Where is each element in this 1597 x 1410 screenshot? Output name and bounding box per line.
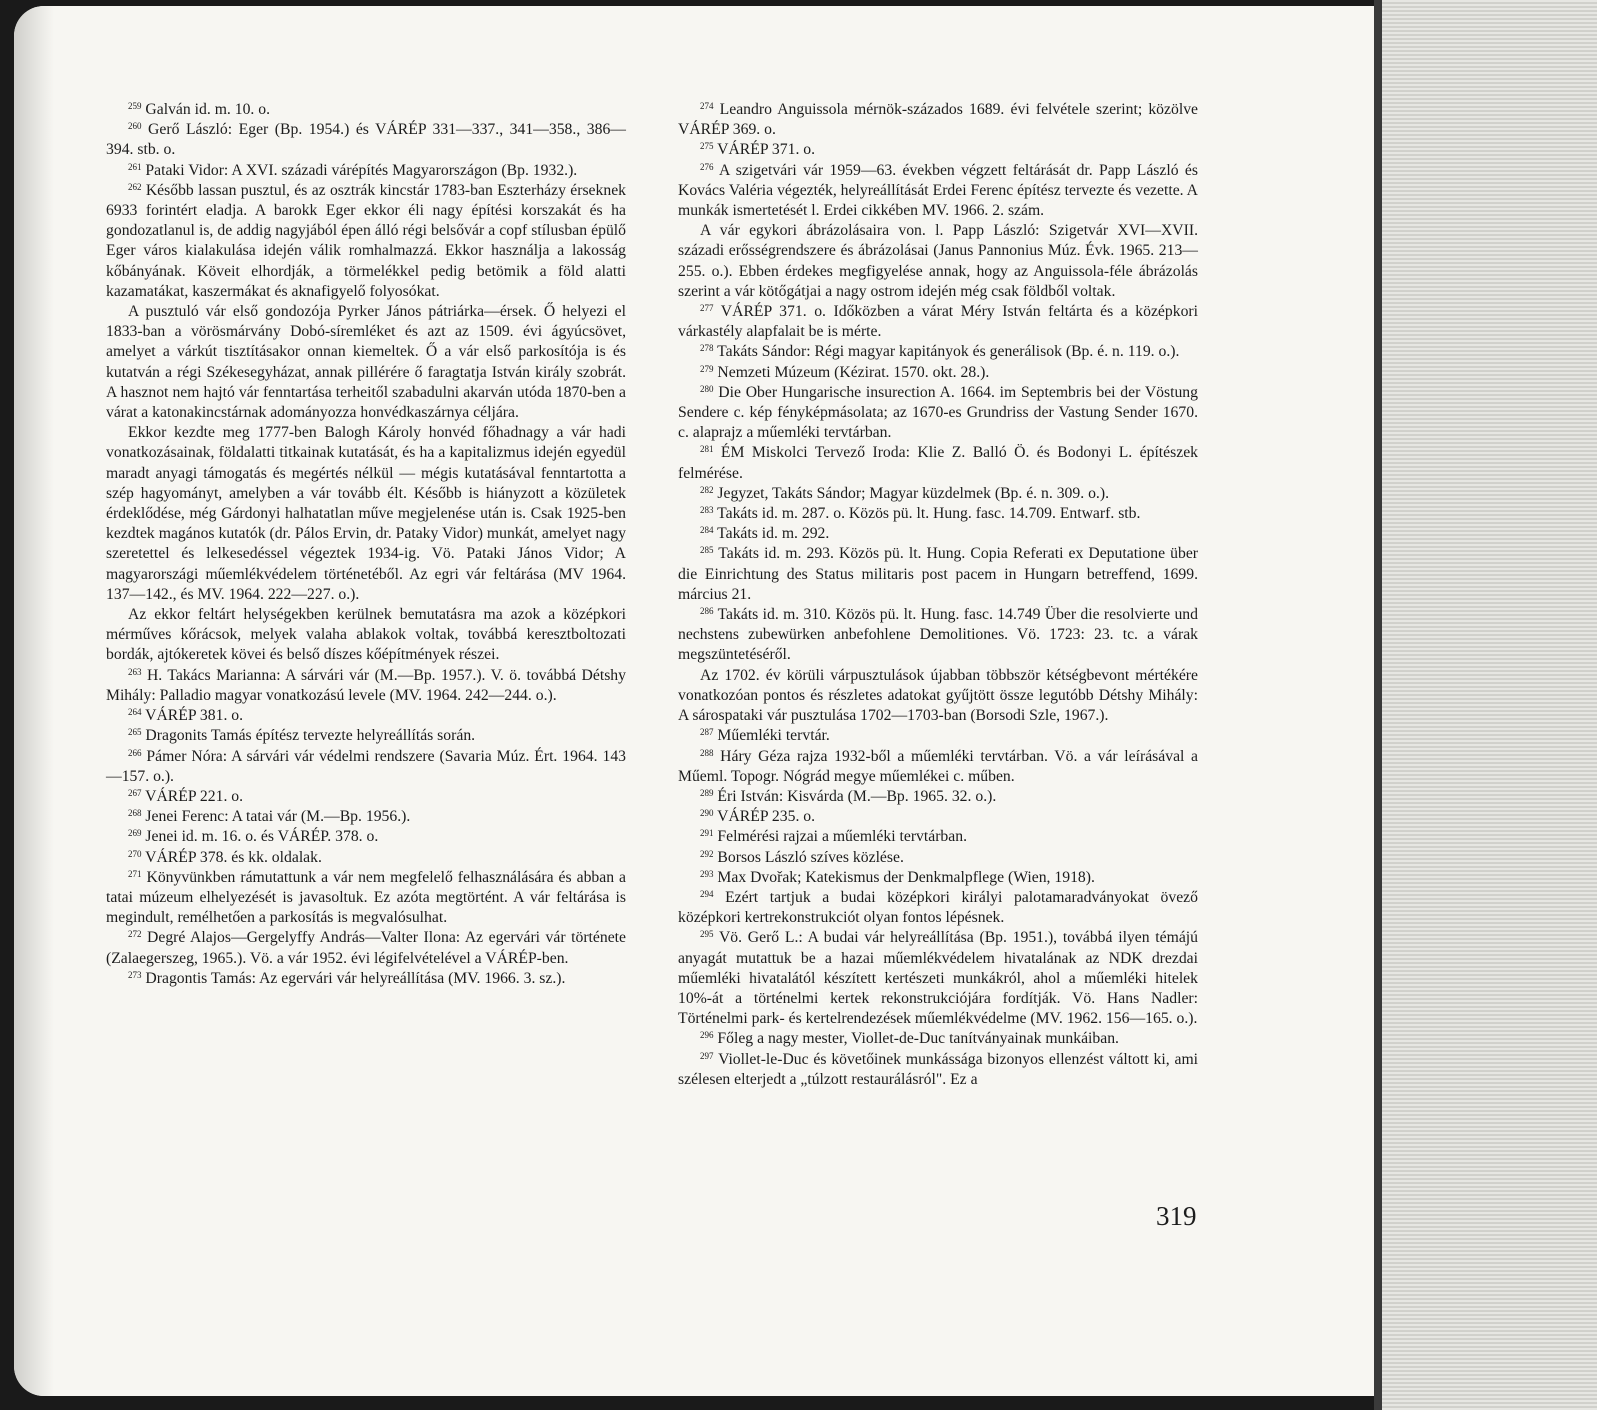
footnote [106,666,626,706]
footnote-number: 280 [700,383,714,394]
footnote [106,726,626,746]
footnote-number: 288 [700,747,714,758]
footnote [106,787,626,807]
footnote [106,100,626,120]
footnote [678,363,1198,383]
footnote-number: 286 [700,606,714,617]
footnote-number: 263 [128,666,142,677]
footnote-text: Pámer Nóra: A sárvári vár védelmi rendszere (Savaria Múz. Ért. 1964. 143—157. o.). [106,747,627,785]
footnote-text: Takáts id. m. 287. o. Közös pü. lt. Hung. fasc. 14.709. Entwarf. stb. [717,505,1141,523]
footnote-text: Die Ober Hungarische insurection A. 1664. im Septembris bei der Vöstung Sendere c. kép fényképmásolata; az 1670-es Grundriss der Vastung Sender 1670. c. alaprajz a műemléki tervtárban. [678,383,1198,442]
footnote-number: 262 [128,181,142,192]
footnote [678,1029,1198,1049]
footnote-number: 295 [700,929,714,940]
footnote [678,848,1198,868]
left-column [106,100,626,989]
footnote-number: 281 [700,444,714,455]
footnote-number: 291 [700,828,714,839]
footnote [106,928,626,968]
footnote-text: Galván id. m. 10. o. [145,101,271,118]
footnote [106,706,626,726]
footnote-text: VÁRÉP 378. és kk. oldalak. [145,848,322,866]
footnote [678,524,1198,544]
footnote-text: VÁRÉP 371. o. [717,141,816,159]
footnote-paragraph [106,302,626,423]
footnote-paragraph [106,605,626,666]
footnote [106,969,626,989]
footnote-number: 266 [128,747,142,758]
footnote-text: Jenei Ferenc: A tatai vár (M.—Bp. 1956.). [145,808,411,826]
footnote-text: Vö. Gerő L.: A budai vár helyreállítása (Bp. 1951.), továbbá ilyen témájú anyagát mutattuk be a hazai műemlékvédelem hivatalának az NDK drezdai műemléki hivatalától készített kertészeti munkákról, ahol a műemléki hitelek 10%-át a történelmi kertek rekonstrukciójára fordítják. Vö. Hans Nadler: Történelmi park- és kertelrendezések műemlékvédelme (MV. 1962. 156—165. o.). [678,929,1198,1028]
footnote [678,504,1198,524]
footnote-text: Takáts id. m. 310. Közös pü. lt. Hung. fasc. 14.749 Über die resolvierte und nechstens zubewürken anbefohlene Demolitiones. Vö. 1723: 23. tc. a várak megszüntetéséről. [678,606,1198,664]
footnote-number: 265 [128,727,142,738]
footnote-number: 271 [128,868,142,879]
footnote-number: 260 [128,121,142,132]
footnote [106,827,626,847]
footnote [678,1050,1198,1090]
footnote-number: 270 [128,848,142,859]
footnote-number: 287 [700,727,714,738]
footnote [106,868,626,929]
footnote-paragraph [678,666,1198,727]
footnote-paragraph [106,423,626,605]
footnote-text: Takáts id. m. 292. [717,525,830,543]
footnote-text: Dragontis Tamás: Az egervári vár helyreállítása (MV. 1966. 3. sz.). [145,969,566,987]
footnote-number: 293 [700,868,714,879]
right-column [678,100,1198,1090]
footnote [678,484,1198,504]
footnote [678,787,1198,807]
footnote-text: Főleg a nagy mester, Viollet-de-Duc tanítványainak munkáiban. [717,1030,1119,1048]
footnote-text: Viollet-le-Duc és követőinek munkássága bizonyos ellenzést váltott ki, ami szélesen elterjedt a „túlzott restaurálásról". Ez a [678,1050,1199,1088]
footnote-text: Gerő László: Eger (Bp. 1954.) és VÁRÉP 331—337., 341—358., 386—394. stb. o. [106,121,626,159]
footnote-number: 267 [128,787,142,798]
footnote [678,827,1198,847]
footnote-text: Takáts Sándor: Régi magyar kapitányok és generálisok (Bp. é. n. 119. o.). [717,343,1180,361]
page-number: 319 [1156,1201,1197,1231]
footnote-text: Műemléki tervtár. [717,727,830,745]
footnote [678,302,1198,342]
footnote [106,807,626,827]
footnote-text: Nemzeti Múzeum (Kézirat. 1570. okt. 28.). [717,363,990,381]
footnote-text: VÁRÉP 235. o. [717,808,816,826]
footnote [678,605,1198,666]
book-page [14,6,1374,1396]
footnote-text: A pusztuló vár első gondozója Pyrker János pátriárka—érsek. Ő helyezi el 1833-ban a vörösmárvány Dobó-síremléket és azt az 1509. évi ágyúcsövet, amelyet a várkút tisztításakor onnan kiemeltek. Ő a vár első parkosítója is és kutatván a régi Székesegyházat, annak pillérére ő faragtatja István király szobrát. A hasznot nem hajtó vár fenntartása terheitől szabadulni akarván utóda 1870-ben a várat a katonakincstárnak adományozza honvédkaszárnya céljára. [106,303,626,422]
footnote-number: 285 [700,545,714,556]
footnote-text: Később lassan pusztul, és az osztrák kincstár 1783-ban Eszterházy érseknek 6933 forintért eladja. A barokk Eger ekkor éli nagy építési korszakát és ha gondozatlanul is, de addig nagyjából épen álló régi belsővár a copf stílusban épülő Eger város kialakulása idején válik romhalmazzá. Ekkor használja a lakosság kőbányának. Köveit elhordják, a törmelékkel pedig betömik a föld alatti kazamatákat, kaszermákat és aknafigyelő folyosókat. [106,181,627,300]
footnote-text: Ekkor kezdte meg 1777-ben Balogh Károly honvéd főhadnagy a vár hadi vonatkozásainak, földalatti titkainak kutatását, és ha a kapitalizmus idején egyedül maradt anyagi támogatás és megértés nélkül — mégis kutatásával fenntartotta a szép hagyományt, amelyben a vár tovább élt. Később is hiányzott a közületek érdeklődése, még Gárdonyi halhatatlan műve megjelenése után is. Csak 1925-ben kezdtek magános kutatók (dr. Pálos Ervin, dr. Pataky Vidor) munkát, amelyet nagy szeretettel és lelkesedéssel végeztek 1934-ig. Vö. Pataki János Vidor; A magyarországi műemlékvédelem történetéből. Az egri vár feltárása (MV 1964. 137—142., és MV. 1964. 222—227. o.). [106,424,626,603]
footnote [678,747,1198,787]
footnote [106,848,626,868]
footnote-number: 296 [700,1030,714,1041]
footnote-text: ÉM Miskolci Tervező Iroda: Klie Z. Balló Ö. és Bodonyi L. építészek felmérése. [678,444,1199,482]
footnote-number: 275 [700,141,714,152]
footnote [678,100,1198,140]
footnote [678,888,1198,928]
footnote-number: 259 [128,101,142,111]
footnote-text: Ezért tartjuk a budai középkori királyi palotamaradványokat övező középkori kertrekonstrukciót olyan fontos lépésnek. [678,888,1198,927]
footnote-number: 278 [700,343,714,354]
footnote [678,928,1198,1029]
footnote-number: 269 [128,828,142,839]
footnote-number: 292 [700,848,714,859]
footnote-number: 289 [700,787,714,798]
footnote-text: Takáts id. m. 293. Közös pü. lt. Hung. Copia Referati ex Deputatione über die Einrichtung des Status militaris post pacem in Hungarn betreffend, 1699. március 21. [678,545,1199,603]
footnote-text: Max Dvořak; Katekismus der Denkmalpflege (Wien, 1918). [717,868,1095,886]
footnote-number: 264 [128,707,142,718]
footnote-number: 284 [700,525,714,536]
footnote-paragraph [678,221,1198,302]
footnote [678,726,1198,746]
page-edge [1374,0,1597,1410]
footnote-text: Borsos László szíves közlése. [717,848,904,866]
footnote-number: 290 [700,808,714,819]
footnote-text: A vár egykori ábrázolásaira von. l. Papp László: Szigetvár XVI—XVII. századi erősségrendszere és ábrázolásai (Janus Pannonius Múz. Évk. 1965. 213—255. o.). Ebben érdekes megfigyelése annak, hogy az Anguissola-féle ábrázolás szerint a vár kötőgátjai a nagy ostrom idején még csak földből voltak. [678,222,1198,300]
footnote-text: Dragonits Tamás építész tervezte helyreállítás során. [145,727,476,745]
footnote-text: Jegyzet, Takáts Sándor; Magyar küzdelmek (Bp. é. n. 309. o.). [717,484,1109,502]
footnote-text: Degré Alajos—Gergelyffy András—Valter Ilona: Az egervári vár története (Zalaegerszeg, 1965.). Vö. a vár 1952. évi légifelvételével a VÁRÉP-ben. [106,929,626,967]
footnote [106,161,626,181]
footnote [678,161,1198,222]
footnote [678,140,1198,160]
footnote-number: 273 [128,969,142,980]
footnote-text: Az 1702. év körüli várpusztulások újabban többször kétségbevont mértékére vonatkozóan pontos és részletes adatokat gyűjtött össze legutóbb Détshy Mihály: A sárospataki vár pusztulása 1702—1703-ban (Borsodi Szle, 1967.). [678,666,1198,725]
footnote [106,120,626,160]
footnote-text: VÁRÉP 221. o. [145,787,244,805]
footnote [678,342,1198,362]
footnote-number: 279 [700,363,714,374]
footnote-number: 274 [700,101,714,111]
footnote-number: 294 [700,888,714,899]
footnote [678,383,1198,444]
footnote-number: 261 [128,161,142,172]
footnote [106,181,626,302]
footnote-number: 282 [700,484,714,495]
footnote-text: Könyvünkben rámutattunk a vár nem megfelelő felhasználására és abban a tatai múzeum elhelyezését is javasoltuk. Ez azóta megtörtént. A vár feltárása is megindult, remélhetően a parkosítás is megvalósulhat. [106,868,627,927]
footnote [678,443,1198,483]
footnote-text: Felmérési rajzai a műemléki tervtárban. [717,828,968,846]
footnote-number: 276 [700,161,714,172]
footnote [678,544,1198,605]
footnote-number: 277 [700,303,714,314]
footnote-number: 272 [128,929,142,940]
footnote-text: VÁRÉP 381. o. [145,707,244,725]
footnote-text: Pataki Vidor: A XVI. századi várépítés Magyarországon (Bp. 1932.). [145,161,578,179]
footnote-number: 268 [128,808,142,819]
footnote-text: Jenei id. m. 16. o. és VÁRÉP. 378. o. [145,828,379,846]
footnote [678,868,1198,888]
footnote-text: Éri István: Kisvárda (M.—Bp. 1965. 32. o.). [717,787,997,805]
footnote-text: Háry Géza rajza 1932-ből a műemléki tervtárban. Vö. a vár leírásával a Műeml. Topogr. Nógrád megye műemlékei c. műben. [678,747,1199,785]
footnote [678,807,1198,827]
footnote-text: A szigetvári vár 1959—63. években végzett feltárását dr. Papp László és Kovács Valéria végezték, helyreállítását Erdei Ferenc építész tervezte és vezette. A munkák ismertetését l. Erdei cikkében MV. 1966. 2. szám. [678,161,1198,220]
footnote-text: Az ekkor feltárt helységekben kerülnek bemutatásra ma azok a középkori mérműves kőrácsok, melyek valaha ablakok voltak, továbbá keresztboltozati bordák, ajtókeretek kövei és belső díszes kőépítmények részei. [106,606,626,664]
footnote [106,747,626,787]
footnote-number: 283 [700,505,714,516]
footnote-text: Leandro Anguissola mérnök-százados 1689. évi felvétele szerint; közölve VÁRÉP 369. o. [678,101,1198,139]
footnote-text: VÁRÉP 371. o. Időközben a várat Méry István feltárta és a középkori várkastély alapfalait be is mérte. [678,303,1198,341]
footnote-text: H. Takács Marianna: A sárvári vár (M.—Bp. 1957.). V. ö. továbbá Détshy Mihály: Palladio magyar vonatkozású levele (MV. 1964. 242—244. o.). [106,666,626,704]
footnote-number: 297 [700,1050,714,1061]
